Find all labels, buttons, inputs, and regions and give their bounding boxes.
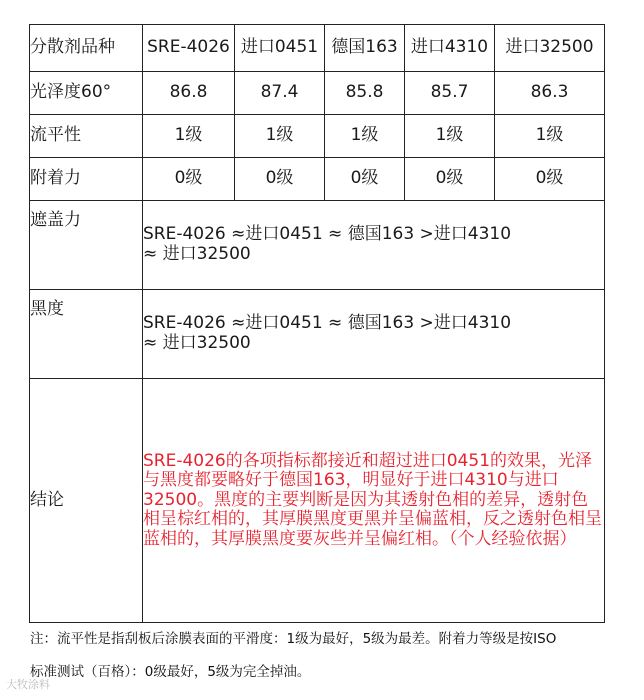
cell-value: 0级 [405,158,495,201]
header-cell: 进口32500 [495,25,605,72]
cell-value: 1级 [143,115,235,158]
hiding-ranking [143,201,605,290]
footnote-line-1: 注：流平性是指刮板后涂膜表面的平滑度：1级为最好，5级为最差。附着力等级是按ISO [30,631,557,647]
header-cell: 进口0451 [235,25,325,72]
row-label: 黑度 [30,290,143,379]
cell-value: 0级 [495,158,605,201]
header-cell: 分散剂品种 [30,25,143,72]
table-row-conclusion [30,379,605,623]
hiding-line-2: ≈ 进口32500 [143,244,251,264]
cell-value: 0级 [143,158,235,201]
comparison-table [29,24,605,623]
conclusion-text: SRE-4026的各项指标都接近和超过进口0451的效果，光泽与黑度都要略好于德国163，明显好于进口4310与进口32500。黑度的主要判断是因为其透射色相的差异，透射色相呈棕红相的，其厚膜黑度更黑并呈偏蓝相，反之透射色相呈蓝相的，其厚膜黑度要灰些并呈偏红相。（个人经验依据） [143,379,605,623]
table-row-adhesion [30,158,605,201]
header-cell: 进口4310 [405,25,495,72]
cell-value: 85.8 [325,72,405,115]
cell-value: 86.8 [143,72,235,115]
cell-value: 1级 [325,115,405,158]
watermark-logo: 大牧涂料 [6,678,50,691]
row-label: 结论 [30,379,143,623]
hiding-line-1: SRE-4026 ≈进口0451 ≈ 德国163 >进口4310 [143,224,512,245]
cell-value: 86.3 [495,72,605,115]
header-cell: SRE-4026 [143,25,235,72]
cell-value: 0级 [325,158,405,201]
blackness-ranking [143,290,605,379]
cell-value: 1级 [235,115,325,158]
header-cell: 德国163 [325,25,405,72]
footnote-line-2: 标准测试（百格）：0级最好，5级为完全掉油。 [30,664,311,680]
table-row-leveling [30,115,605,158]
cell-value: 85.7 [405,72,495,115]
blackness-line-1: SRE-4026 ≈进口0451 ≈ 德国163 >进口4310 [143,313,512,334]
table-row-hiding [30,201,605,290]
row-label: 光泽度60° [30,72,143,115]
blackness-line-2: ≈ 进口32500 [143,333,251,353]
cell-value: 0级 [235,158,325,201]
row-label: 流平性 [30,115,143,158]
row-label: 遮盖力 [30,201,143,290]
row-label: 附着力 [30,158,143,201]
header-row [30,25,605,72]
cell-value: 1级 [495,115,605,158]
cell-value: 1级 [405,115,495,158]
table-row-blackness [30,290,605,379]
table-row-gloss [30,72,605,115]
cell-value: 87.4 [235,72,325,115]
